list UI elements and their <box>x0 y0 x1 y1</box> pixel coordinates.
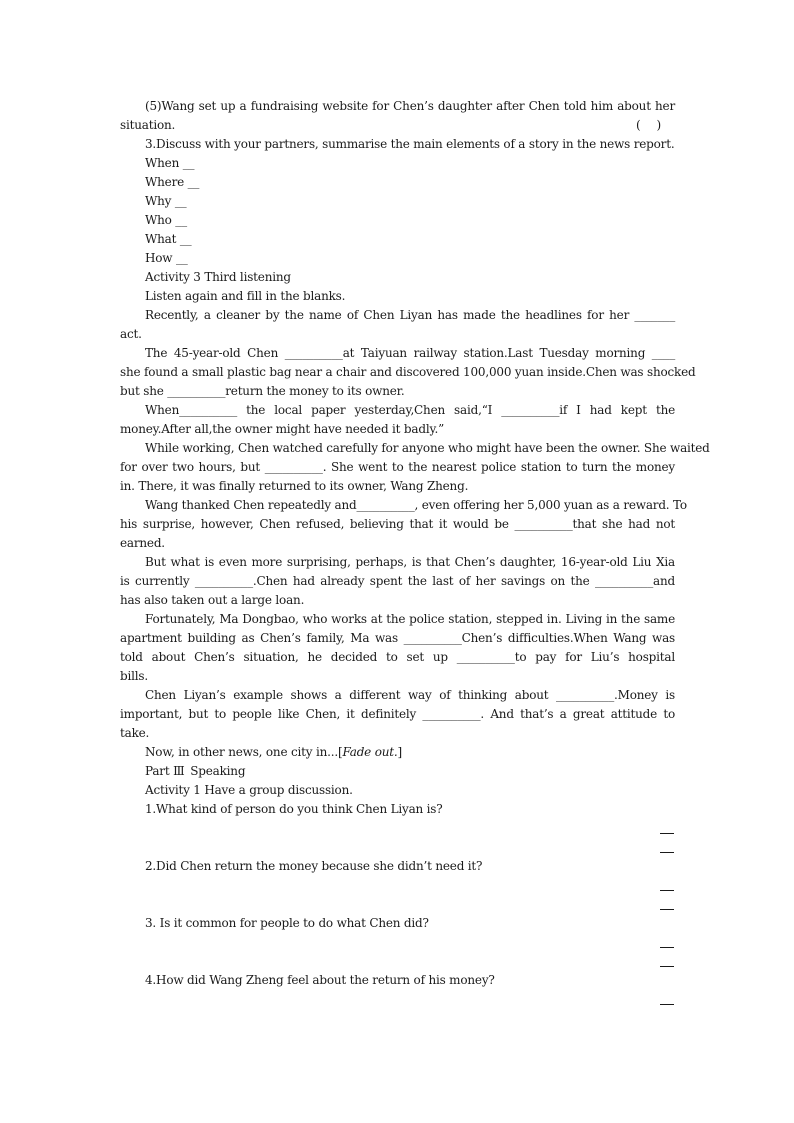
paragraph-9 <box>145 743 402 762</box>
part-3-heading: Part Ⅲ Speaking <box>145 764 246 778</box>
paragraph-7-line4: bills. <box>120 669 148 683</box>
answer-line[interactable] <box>660 909 674 910</box>
paragraph-2-line2: she found a small plastic bag near a chair and discovered 100,000 yuan inside.Chen was shocked <box>120 365 696 379</box>
paragraph-6-line1: But what is even more surprising, perhaps, is that Chen’s daughter, 16-year-old Liu Xia <box>145 555 675 569</box>
question-1: 1.What kind of person do you think Chen Liyan is? <box>145 802 443 816</box>
paragraph-4-line1: While working, Chen watched carefully for anyone who might have been the owner. She waited <box>145 441 710 455</box>
element-where: Where __ <box>145 175 200 189</box>
paragraph-4-line2: for over two hours, but __________. She went to the nearest police station to turn the money <box>120 460 675 474</box>
element-what: What __ <box>145 232 192 246</box>
paragraph-8-line1: Chen Liyan’s example shows a different way of thinking about __________.Money is <box>145 688 675 702</box>
paragraph-7-line1: Fortunately, Ma Dongbao, who works at the police station, stepped in. Living in the same <box>145 612 675 626</box>
paragraph-3-line2: money.After all,the owner might have needed it badly.” <box>120 422 445 436</box>
answer-line[interactable] <box>660 852 674 853</box>
paragraph-2-line1: The 45-year-old Chen __________at Taiyuan railway station.Last Tuesday morning ____ <box>145 346 675 360</box>
fade-out-cue: Fade out. <box>342 745 398 759</box>
answer-line[interactable] <box>660 966 674 967</box>
question-3: 3. Is it common for people to do what Chen did? <box>145 916 429 930</box>
paragraph-1-line1: Recently, a cleaner by the name of Chen Liyan has made the headlines for her _______ <box>145 308 675 322</box>
answer-line[interactable] <box>660 1004 674 1005</box>
paragraph-9-text: Now, in other news, one city in...[ <box>145 745 343 759</box>
paragraph-6-line3: has also taken out a large loan. <box>120 593 305 607</box>
activity-3-instruction: Listen again and fill in the blanks. <box>145 289 346 303</box>
statement-5-line2: situation. <box>120 118 176 132</box>
paragraph-7-line3: told about Chen’s situation, he decided to set up __________to pay for Liu’s hospital <box>120 650 675 664</box>
element-who: Who __ <box>145 213 187 227</box>
paragraph-5-line2: his surprise, however, Chen refused, believing that it would be __________that she had not <box>120 517 675 531</box>
answer-line[interactable] <box>660 947 674 948</box>
element-how: How __ <box>145 251 188 265</box>
activity-3-heading: Activity 3 Third listening <box>145 270 291 284</box>
element-when: When __ <box>145 156 195 170</box>
paragraph-8-line2: important, but to people like Chen, it definitely __________. And that’s a great attitude to <box>120 707 675 721</box>
task-3-instruction: 3.Discuss with your partners, summarise the main elements of a story in the news report. <box>145 137 675 151</box>
element-why: Why __ <box>145 194 187 208</box>
paragraph-5-line1: Wang thanked Chen repeatedly and__________, even offering her 5,000 yuan as a reward. To <box>145 498 687 512</box>
paragraph-3-line1: When__________ the local paper yesterday,Chen said,“I __________if I had kept the <box>145 403 675 417</box>
statement-5-line1: (5)Wang set up a fundraising website for Chen’s daughter after Chen told him about her <box>145 99 675 113</box>
paragraph-5-line3: earned. <box>120 536 165 550</box>
paragraph-8-line3: take. <box>120 726 150 740</box>
paragraph-7-line2: apartment building as Chen’s family, Ma was __________Chen’s difficulties.When Wang was <box>120 631 675 645</box>
answer-line[interactable] <box>660 890 674 891</box>
answer-line[interactable] <box>660 833 674 834</box>
question-4: 4.How did Wang Zheng feel about the return of his money? <box>145 973 495 987</box>
activity-1-heading: Activity 1 Have a group discussion. <box>145 783 353 797</box>
paragraph-2-line3: but she __________return the money to its owner. <box>120 384 405 398</box>
paragraph-1-line2: act. <box>120 327 142 341</box>
paragraph-6-line2: is currently __________.Chen had already spent the last of her savings on the __________and <box>120 574 675 588</box>
paragraph-4-line3: in. There, it was finally returned to its owner, Wang Zheng. <box>120 479 469 493</box>
question-2: 2.Did Chen return the money because she didn’t need it? <box>145 859 483 873</box>
answer-bracket[interactable]: ( ) <box>636 118 662 132</box>
paragraph-9-close: ] <box>397 745 402 759</box>
